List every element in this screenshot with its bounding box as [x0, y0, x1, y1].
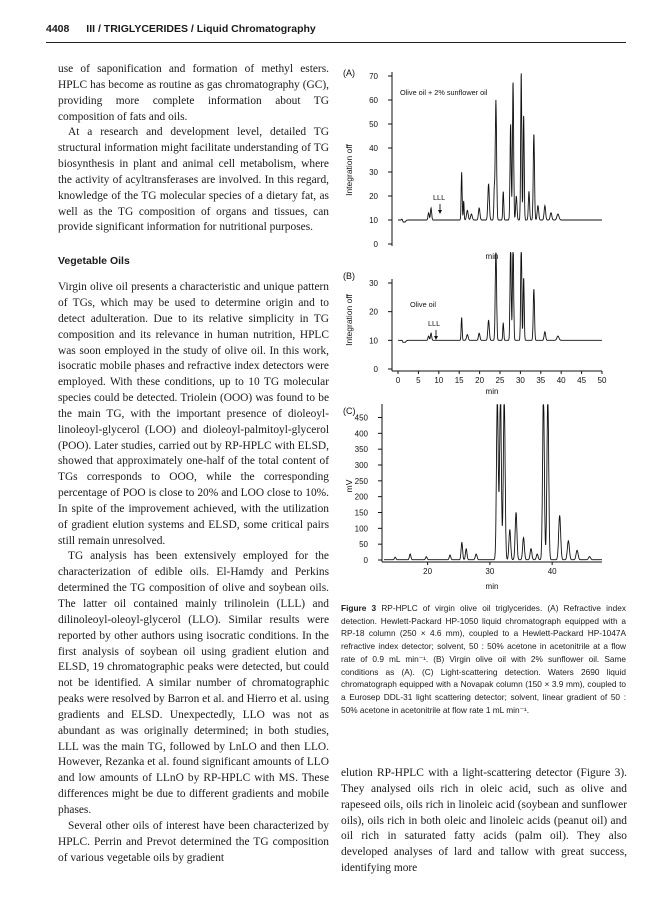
x-tick-label: 5	[416, 376, 421, 385]
x-tick-label: 25	[495, 376, 505, 385]
figure-caption	[341, 602, 626, 716]
y-axis-label: Integration off	[344, 294, 354, 346]
x-tick-label: 10	[434, 376, 444, 385]
x-axis-label: min	[485, 387, 499, 396]
x-tick-label: 40	[547, 567, 557, 576]
page-number: 4408	[46, 23, 70, 35]
trace-annotation: Olive oil + 2% sunflower oil	[400, 88, 488, 97]
y-axis-label: mV	[344, 479, 354, 493]
y-tick-label: 350	[354, 445, 368, 455]
y-tick-label: 20	[369, 192, 378, 201]
panel-label: (B)	[343, 271, 355, 281]
y-tick-label: 400	[354, 429, 368, 439]
y-tick-label: 40	[369, 144, 378, 153]
y-tick-label: 50	[369, 120, 378, 129]
x-tick-label: 40	[556, 376, 566, 385]
x-tick-label: 15	[454, 376, 464, 385]
x-tick-label: 20	[475, 376, 485, 385]
paragraph: At a research and development level, detailed TG structural information might facilitate understanding of TG biosynthesis in plant and animal cell metabolism, where the activity of acyltransferases are involved. In this regard, knowledge of the TG molecular species of a dietary fat, as well as the TG composition of organs and tissues, can provide significant information for nutritional purposes.	[58, 126, 329, 234]
peak-arrowhead	[434, 336, 438, 340]
y-tick-label: 30	[369, 279, 378, 288]
y-tick-label: 100	[354, 524, 368, 534]
trace-annotation: Olive oil	[410, 300, 436, 309]
y-tick-label: 60	[369, 96, 378, 105]
panel-label: (C)	[343, 406, 356, 416]
y-axis-label: Integration off	[344, 144, 354, 196]
section-heading: Vegetable Oils	[58, 255, 130, 268]
x-tick-label: 35	[536, 376, 546, 385]
right-column-text	[341, 766, 627, 877]
peak-label: LLL	[433, 193, 446, 202]
paragraph: elution RP-HPLC with a light-scattering detector (Figure 3). They analysed oils rich in oleic acid, such as olive and rapeseed oils, oils rich in linoleic acid (soybean and sunflower oils), oils rich in both oleic and linoleic acids (peanut oil) and oil rich in saturated fatty acids (palm oil). They also developed analyses of lard and tallow with great success, identifying more	[341, 767, 627, 875]
x-tick-label: 30	[515, 376, 525, 385]
y-tick-label: 10	[369, 216, 378, 225]
x-axis-label: min	[485, 582, 499, 591]
y-tick-label: 300	[354, 461, 368, 470]
paragraph: Several other oils of interest have been characterized by HPLC. Perrin and Prevot determined the TG composition of various vegetable oils by gradient	[58, 819, 329, 864]
y-tick-label: 20	[369, 307, 378, 317]
y-tick-label: 250	[354, 476, 368, 486]
peak-arrowhead	[438, 210, 442, 214]
panel-label: (A)	[343, 68, 355, 78]
y-tick-label: 0	[373, 240, 378, 249]
chromatogram-trace	[398, 253, 602, 343]
caption-text: RP-HPLC of virgin olive oil triglycerides. (A) Refractive index detection. Hewlett-Packard HP-1050 liquid chromatograph equipped with a RP-18 column (250 × 4.6 mm), coupled to a Hewlett-Packard HP-1047A refractive index detector; solvent, 50 : 50% acetone in acetonitrile at a flow rate of 0.9 mL min⁻¹. (B) Virgin olive oil with 2% sunflower oil. Same conditions as (A). (C) Light-scattering detection. Waters 2690 liquid chromatograph equipped with a Novapak column (150 × 3.9 mm), coupled to a Eurosep DDL-31 light scattering detector; solvent, linear gradient of 50 : 50% acetone in acetonitrile at flow rate 1 mL min⁻¹.	[341, 603, 626, 715]
x-tick-label: 0	[395, 376, 401, 385]
y-tick-label: 0	[373, 365, 378, 374]
running-title: III / TRIGLYCERIDES / Liquid Chromatography	[86, 23, 316, 35]
paragraph: TG analysis has been extensively employed for the characterization of edible oils. El-Hamdy and Perkins determined the TG composition of olive and soybean oils. The latter oil contained mainly trilinolein (LLL) and dilinoleoyl-oleoyl-glycerol (LLO). Similar results were reported by other authors using isocratic conditions. In the first analysis of soybean oil using gradient elution and ELSD, 19 chromatographic peaks were detected, but could not be identified. A similar number of chromatographic peaks were resolved by Barron et al. and Hierro et al. using gradients and ELSD. Unexpectedly, LLO was not as abundant as was originally determined; in both studies, LLL was the main TG, followed by LnLO and then LLO. However, Rezanka et al. found significant amounts of LLO and low amounts of LLnO by RP-HPLC with MS. These differences might be due to different gradients and mobile phases.	[58, 550, 329, 816]
x-axis-label: min	[485, 252, 499, 261]
x-tick-label: 20	[423, 567, 433, 576]
y-tick-label: 30	[369, 168, 378, 177]
y-tick-label: 50	[359, 540, 368, 550]
x-tick-label: 45	[577, 376, 587, 385]
chromatogram-trace	[384, 405, 602, 560]
y-tick-label: 0	[363, 556, 368, 565]
y-tick-label: 70	[369, 72, 378, 81]
x-tick-label: 50	[597, 376, 607, 385]
y-tick-label: 10	[369, 336, 378, 346]
x-tick-label: 30	[485, 567, 495, 576]
y-tick-label: 450	[354, 413, 368, 423]
paragraph: Virgin olive oil presents a characteristic and unique pattern of TGs, which may be used to determine origin and to detect adulteration. Due to its relative simplicity in TG composition and its relevance in human nutrition, HPLC was soon employed in the study of olive oil. In this work, isocratic mobile phases and refractive index detectors were employed. With these conditions, up to 10 TG molecular species could be detected. Triolein (OOO) was found to be the main TG, with the important presence of dioleoyl-linoleoyl-glycerol (LOO) and dioleoyl-palmitoyl-glycerol (POO). Later studies, carried out by RP-HPLC with ELSD, showed that approximately one-half of the total content of TGs corresponds to OOO, while the corresponding percentage of POO is close to 20% and LOO close to 10%. In spite of the improvement achieved, with the utilization of gradient elution systems and ELSD, some critical pairs still remain unresolved.	[58, 281, 329, 547]
y-tick-label: 200	[354, 492, 368, 502]
y-tick-label: 150	[354, 508, 368, 518]
figure-label: Figure 3	[341, 603, 377, 613]
peak-label: LLL	[428, 319, 441, 328]
paragraph: use of saponification and formation of methyl esters. HPLC has become as routine as gas chromatography (GC), providing more complete information about TG composition of fats and oils.	[58, 63, 329, 123]
